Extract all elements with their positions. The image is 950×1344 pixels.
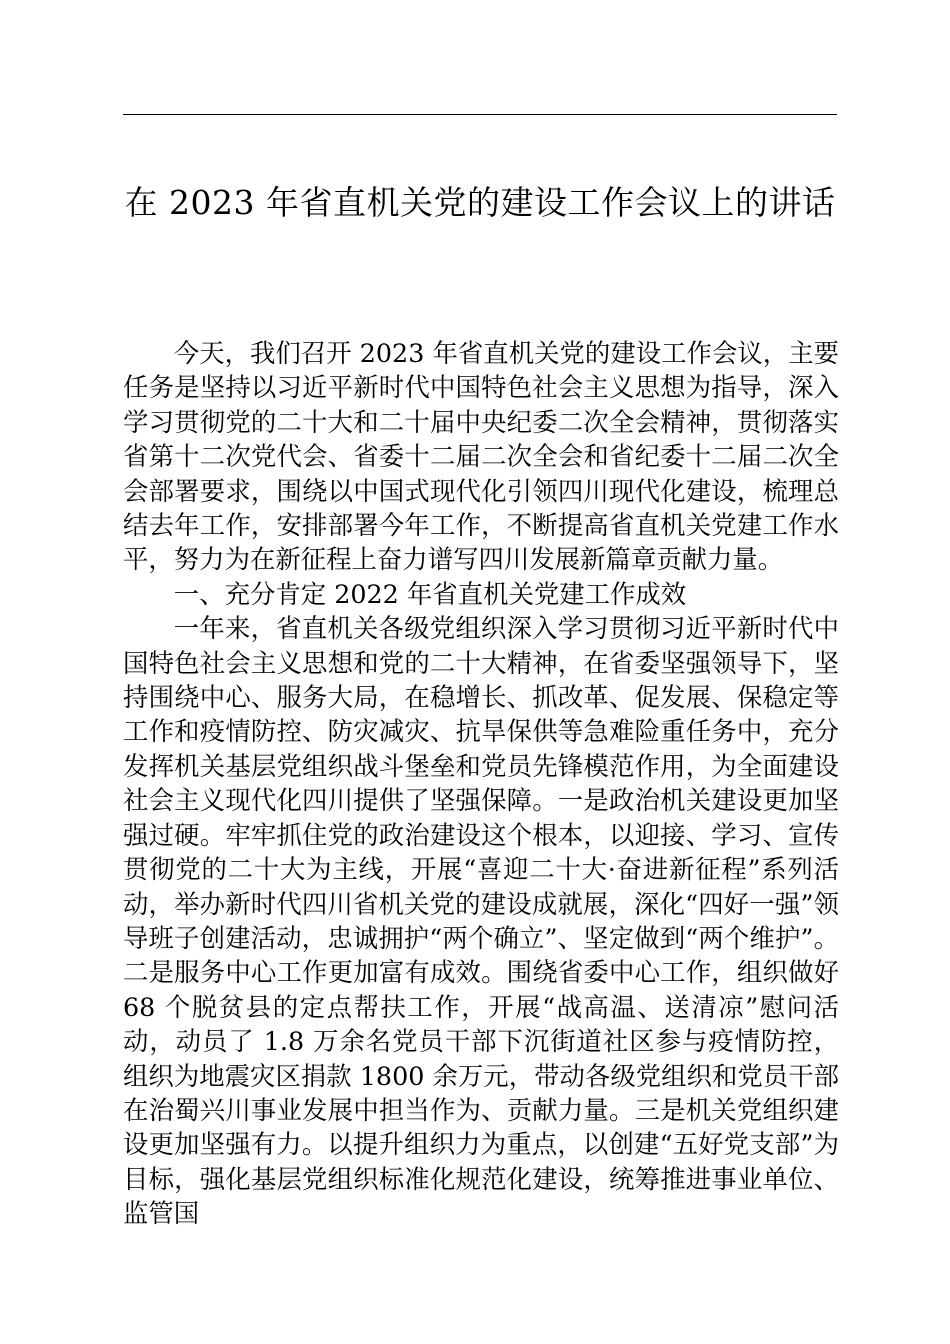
document-title: 在 2023 年省直机关党的建设工作会议上的讲话 bbox=[124, 183, 836, 222]
document-body bbox=[123, 336, 839, 1231]
paragraph-intro: 今天，我们召开 2023 年省直机关党的建设工作会议，主要任务是坚持以习近平新时代中国特色社会主义思想为指导，深入学习贯彻党的二十大和二十届中央纪委二次全会精神，贯彻落实省第十二次党代会、省委十二届二次全会和省纪委十二届二次全会部署要求，围绕以中国式现代化引领四川现代化建设，梳理总结去年工作，安排部署今年工作，不断提高省直机关党建工作水平，努力为在新征程上奋力谱写四川发展新篇章贡献力量。 bbox=[123, 338, 839, 575]
header-rule bbox=[123, 114, 837, 115]
section-heading: 一、充分肯定 2022 年省直机关党建工作成效 bbox=[173, 578, 687, 609]
paragraph-achievements: 一年来，省直机关各级党组织深入学习贯彻习近平新时代中国特色社会主义思想和党的二十大精神，在省委坚强领导下，坚持围绕中心、服务大局，在稳增长、抓改革、促发展、保稳定等工作和疫情防控、防灾减灾、抗旱保供等急难险重任务中，充分发挥机关基层党组织战斗堡垒和党员先锋模范作用，为全面建设社会主义现代化四川提供了坚强保障。一是政治机关建设更加坚强过硬。牢牢抓住党的政治建设这个根本，以迎接、学习、宣传贯彻党的二十大为主线，开展“喜迎二十大·奋进新征程”系列活动，举办新时代四川省机关党的建设成就展，深化“四好一强”领导班子创建活动，忠诚拥护“两个确立”、坚定做到“两个维护”。二是服务中心工作更加富有成效。围绕省委中心工作，组织做好 68 个脱贫县的定点帮扶工作，开展“战高温、送清凉”慰问活动，动员了 1.8 万余名党员干部下沉街道社区参与疫情防控，组织为地震灾区捐款 1800 余万元，带动各级党组织和党员干部在治蜀兴川事业发展中担当作为、贡献力量。三是机关党组织建设更加坚强有力。以提升组织力为重点，以创建“五好党支部”为目标，强化基层党组织标准化规范化建设，统筹推进事业单位、监管国 bbox=[123, 613, 839, 1229]
